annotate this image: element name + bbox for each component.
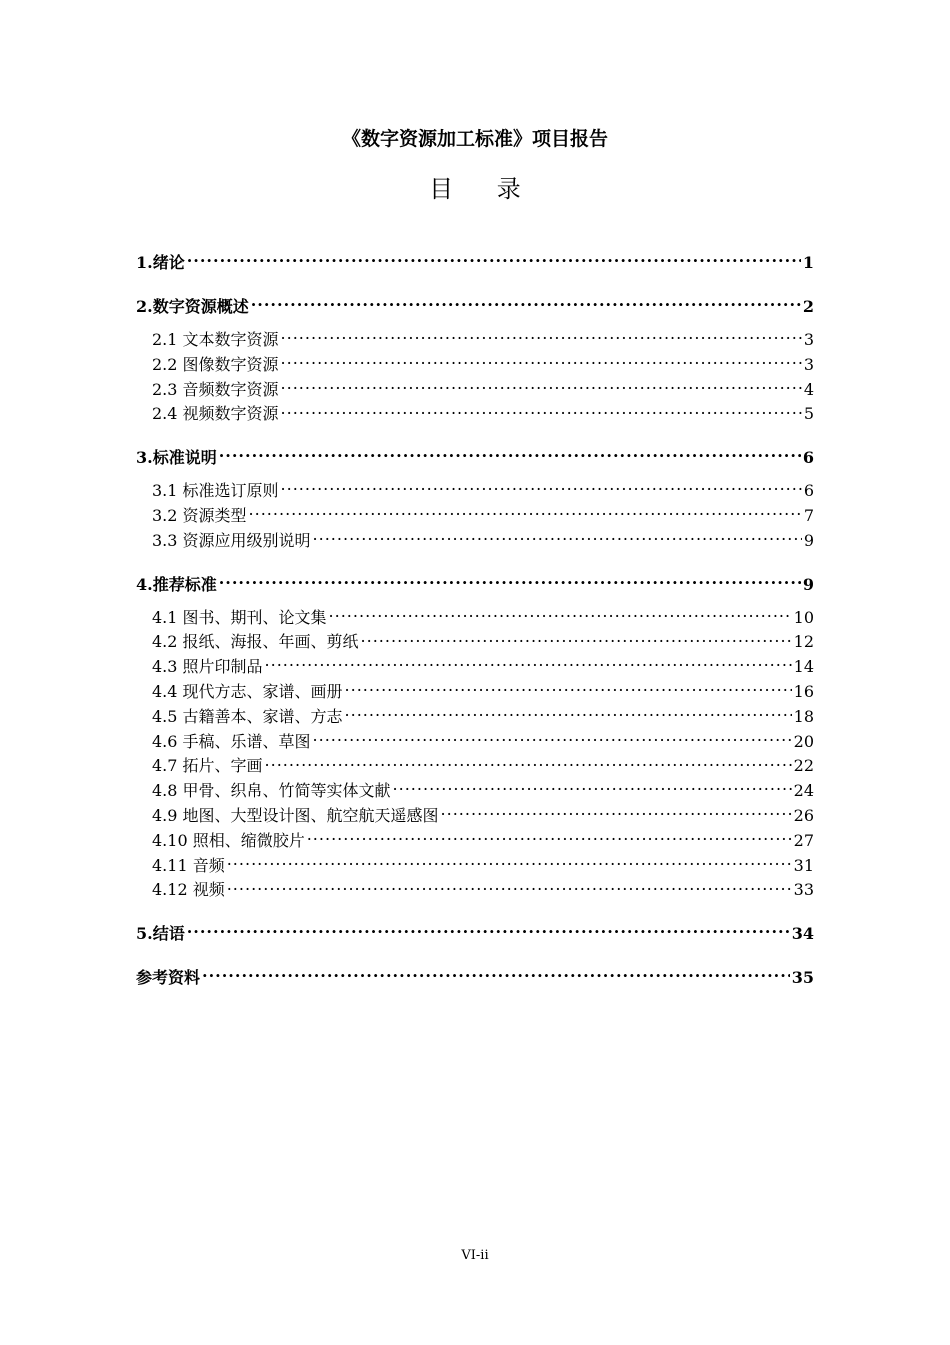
toc-entry-label: 2.2 图像数字资源: [152, 354, 279, 374]
toc-entry-label: 4.5 古籍善本、家谱、方志: [152, 706, 343, 726]
toc-entry-label: 4.1 图书、期刊、论文集: [152, 607, 327, 627]
toc-chapter-entry[interactable]: [136, 921, 814, 947]
toc-entry-page: 4: [803, 379, 814, 399]
toc-entry-page: 6: [803, 481, 814, 501]
toc-entry-page: 33: [793, 880, 814, 900]
toc-section-entry[interactable]: [136, 630, 814, 655]
toc-dot-leader: [281, 480, 802, 496]
toc-chapter-entry[interactable]: [136, 572, 814, 598]
toc-section-entry[interactable]: [136, 353, 814, 378]
toc-entry-label: 4.2 报纸、海报、年画、剪纸: [152, 632, 359, 652]
toc-dot-leader: [265, 755, 792, 771]
toc-entry-label: 4.7 拓片、字画: [152, 756, 263, 776]
toc-section-entry[interactable]: [136, 378, 814, 403]
toc-entry-label: 4.12 视频: [152, 880, 225, 900]
toc-entry-page: 31: [793, 855, 814, 875]
toc-entry-page: 18: [793, 706, 814, 726]
toc-entry-label: 3.标准说明: [136, 448, 217, 468]
toc-entry-page: 16: [793, 681, 814, 701]
toc-entry-page: 27: [793, 830, 814, 850]
toc-chapter-entry[interactable]: [136, 294, 814, 320]
toc-entry-page: 34: [791, 924, 814, 944]
toc-dot-leader: [281, 354, 802, 370]
toc-dot-leader: [219, 447, 801, 463]
toc-dot-leader: [187, 252, 801, 268]
toc-section-entry[interactable]: [136, 479, 814, 504]
toc-dot-leader: [329, 607, 792, 623]
toc-entry-label: 1.绪论: [136, 253, 185, 272]
toc-section-entry[interactable]: [136, 779, 814, 804]
toc-section-entry[interactable]: [136, 504, 814, 529]
toc-section-entry[interactable]: [136, 328, 814, 353]
toc-dot-leader: [227, 879, 792, 895]
toc-section-entry[interactable]: [136, 854, 814, 879]
toc-entry-page: 10: [793, 607, 814, 627]
toc-entry-label: 2.3 音频数字资源: [152, 379, 279, 399]
toc-section-entry[interactable]: [136, 730, 814, 755]
toc-entry-page: 3: [803, 354, 814, 374]
toc-entry-label: 2.1 文本数字资源: [152, 330, 279, 349]
toc-entry-page: 2: [802, 297, 814, 316]
toc-entry-label: 2.4 视频数字资源: [152, 404, 279, 424]
toc-entry-page: 14: [793, 657, 814, 677]
toc-dot-leader: [281, 379, 802, 395]
toc-entry-label: 参考资料: [136, 968, 201, 988]
toc-dot-leader: [345, 681, 792, 697]
toc-entry-page: 5: [803, 404, 814, 424]
toc-entry-page: 24: [793, 781, 814, 801]
toc-dot-leader: [249, 505, 802, 521]
toc-entry-label: 4.3 照片印制品: [152, 657, 263, 677]
toc-dot-leader: [313, 530, 802, 546]
toc-entry-label: 4.6 手稿、乐谱、草图: [152, 731, 311, 751]
toc-entry-page: 26: [793, 805, 814, 825]
toc-entry-page: 22: [793, 756, 814, 776]
toc-dot-leader: [187, 923, 790, 939]
toc-section-entry[interactable]: [136, 829, 814, 854]
toc-dot-leader: [313, 731, 792, 747]
toc-dot-leader: [281, 329, 802, 345]
toc-entry-label: 4.11 音频: [152, 855, 225, 875]
toc-dot-leader: [393, 780, 792, 796]
toc-entry-page: 3: [803, 330, 814, 349]
toc-entry-page: 20: [793, 731, 814, 751]
toc-dot-leader: [441, 805, 792, 821]
toc-entry-label: 2.数字资源概述: [136, 297, 249, 316]
toc-entry-label: 4.9 地图、大型设计图、航空航天遥感图: [152, 805, 439, 825]
toc-dot-leader: [307, 830, 792, 846]
toc-dot-leader: [251, 296, 801, 312]
toc-chapter-entry[interactable]: [136, 445, 814, 471]
document-title: 《数字资源加工标准》项目报告: [341, 128, 608, 150]
table-of-contents: [136, 250, 814, 991]
toc-entry-label: 4.4 现代方志、家谱、画册: [152, 681, 343, 701]
toc-section-entry[interactable]: [136, 529, 814, 554]
toc-entry-page: 9: [802, 574, 814, 594]
toc-entry-label: 4.8 甲骨、织帛、竹简等实体文献: [152, 781, 391, 801]
toc-section-entry[interactable]: [136, 878, 814, 903]
toc-section-entry[interactable]: [136, 402, 814, 427]
toc-entry-label: 5.结语: [136, 924, 185, 944]
toc-section-entry[interactable]: [136, 606, 814, 631]
toc-entry-page: 9: [803, 530, 814, 550]
toc-section-entry[interactable]: [136, 754, 814, 779]
toc-dot-leader: [265, 656, 792, 672]
toc-entry-label: 4.推荐标准: [136, 574, 217, 594]
toc-dot-leader: [361, 631, 792, 647]
toc-entry-label: 3.3 资源应用级别说明: [152, 530, 311, 550]
toc-entry-page: 6: [802, 448, 814, 468]
toc-chapter-entry[interactable]: [136, 965, 814, 991]
toc-dot-leader: [219, 574, 801, 590]
toc-dot-leader: [345, 706, 792, 722]
toc-dot-leader: [281, 403, 802, 419]
toc-entry-page: 12: [793, 632, 814, 652]
toc-entry-label: 3.1 标准选订原则: [152, 481, 279, 501]
toc-dot-leader: [202, 967, 790, 983]
toc-entry-label: 4.10 照相、缩微胶片: [152, 830, 305, 850]
toc-dot-leader: [227, 855, 792, 871]
toc-section-entry[interactable]: [136, 705, 814, 730]
toc-entry-page: 7: [803, 505, 814, 525]
toc-entry-page: 1: [802, 253, 814, 272]
toc-entry-page: 35: [791, 968, 814, 988]
toc-heading: 目 录: [429, 175, 539, 203]
toc-chapter-entry[interactable]: [136, 250, 814, 276]
toc-section-entry[interactable]: [136, 655, 814, 680]
page-number-footer: VI-ii: [461, 1248, 489, 1263]
toc-section-entry[interactable]: [136, 804, 814, 829]
toc-entry-label: 3.2 资源类型: [152, 505, 247, 525]
toc-section-entry[interactable]: [136, 680, 814, 705]
